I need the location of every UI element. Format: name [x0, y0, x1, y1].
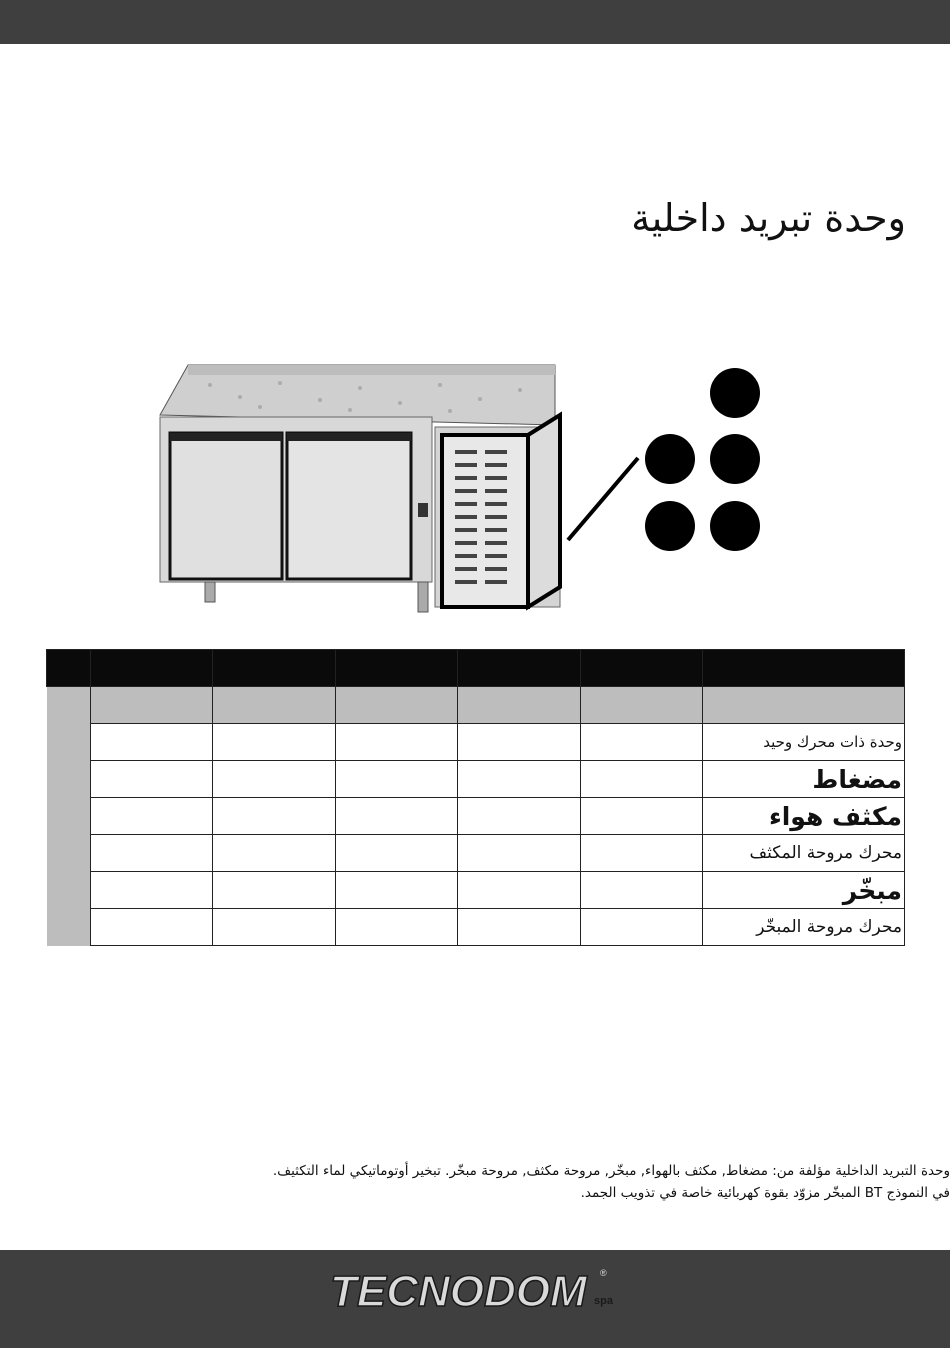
marker-dots	[640, 366, 770, 556]
refrigerated-pizza-counter-icon	[150, 355, 570, 625]
row-label: محرك مروحة المكثف	[703, 835, 905, 872]
description-notes	[10, 1160, 950, 1204]
table-row	[47, 909, 905, 946]
logo-suffix: spa	[594, 1295, 613, 1307]
marker-dot	[710, 368, 760, 418]
row-label: محرك مروحة المبخّر	[703, 909, 905, 946]
table-header-black	[47, 650, 905, 687]
note-line: وحدة التبريد الداخلية مؤلفة من: مضغاط, مكثف بالهواء, مبخّر, مروحة مكثف, مروحة مبخّر. تبخير أوتوماتيكي لماء التكثيف.	[272, 1163, 950, 1179]
marker-dot	[710, 501, 760, 551]
top-bar	[0, 0, 950, 44]
spec-table	[46, 649, 905, 946]
marker-dot	[710, 434, 760, 484]
table-header-gray	[47, 687, 905, 724]
tecnodom-logo	[330, 1262, 630, 1322]
note-line: في النموذج BT المبخّر مزوّد بقوة كهربائية خاصة في تذويب الجمد.	[580, 1185, 950, 1201]
table-row	[47, 798, 905, 835]
logo-registered: ®	[600, 1268, 607, 1278]
logo-brand: TECNODOM	[330, 1267, 587, 1316]
table-row	[47, 761, 905, 798]
table-row	[47, 835, 905, 872]
row-label: مضغاط	[703, 761, 905, 798]
marker-dot	[645, 434, 695, 484]
row-label: مكثف هواء	[703, 798, 905, 835]
table-row	[47, 724, 905, 761]
row-label: مبخّر	[703, 872, 905, 909]
page-title: وحدة تبريد داخلية	[631, 196, 906, 240]
marker-dot	[645, 501, 695, 551]
table-row	[47, 872, 905, 909]
row-label: وحدة ذات محرك وحيد	[703, 724, 905, 761]
